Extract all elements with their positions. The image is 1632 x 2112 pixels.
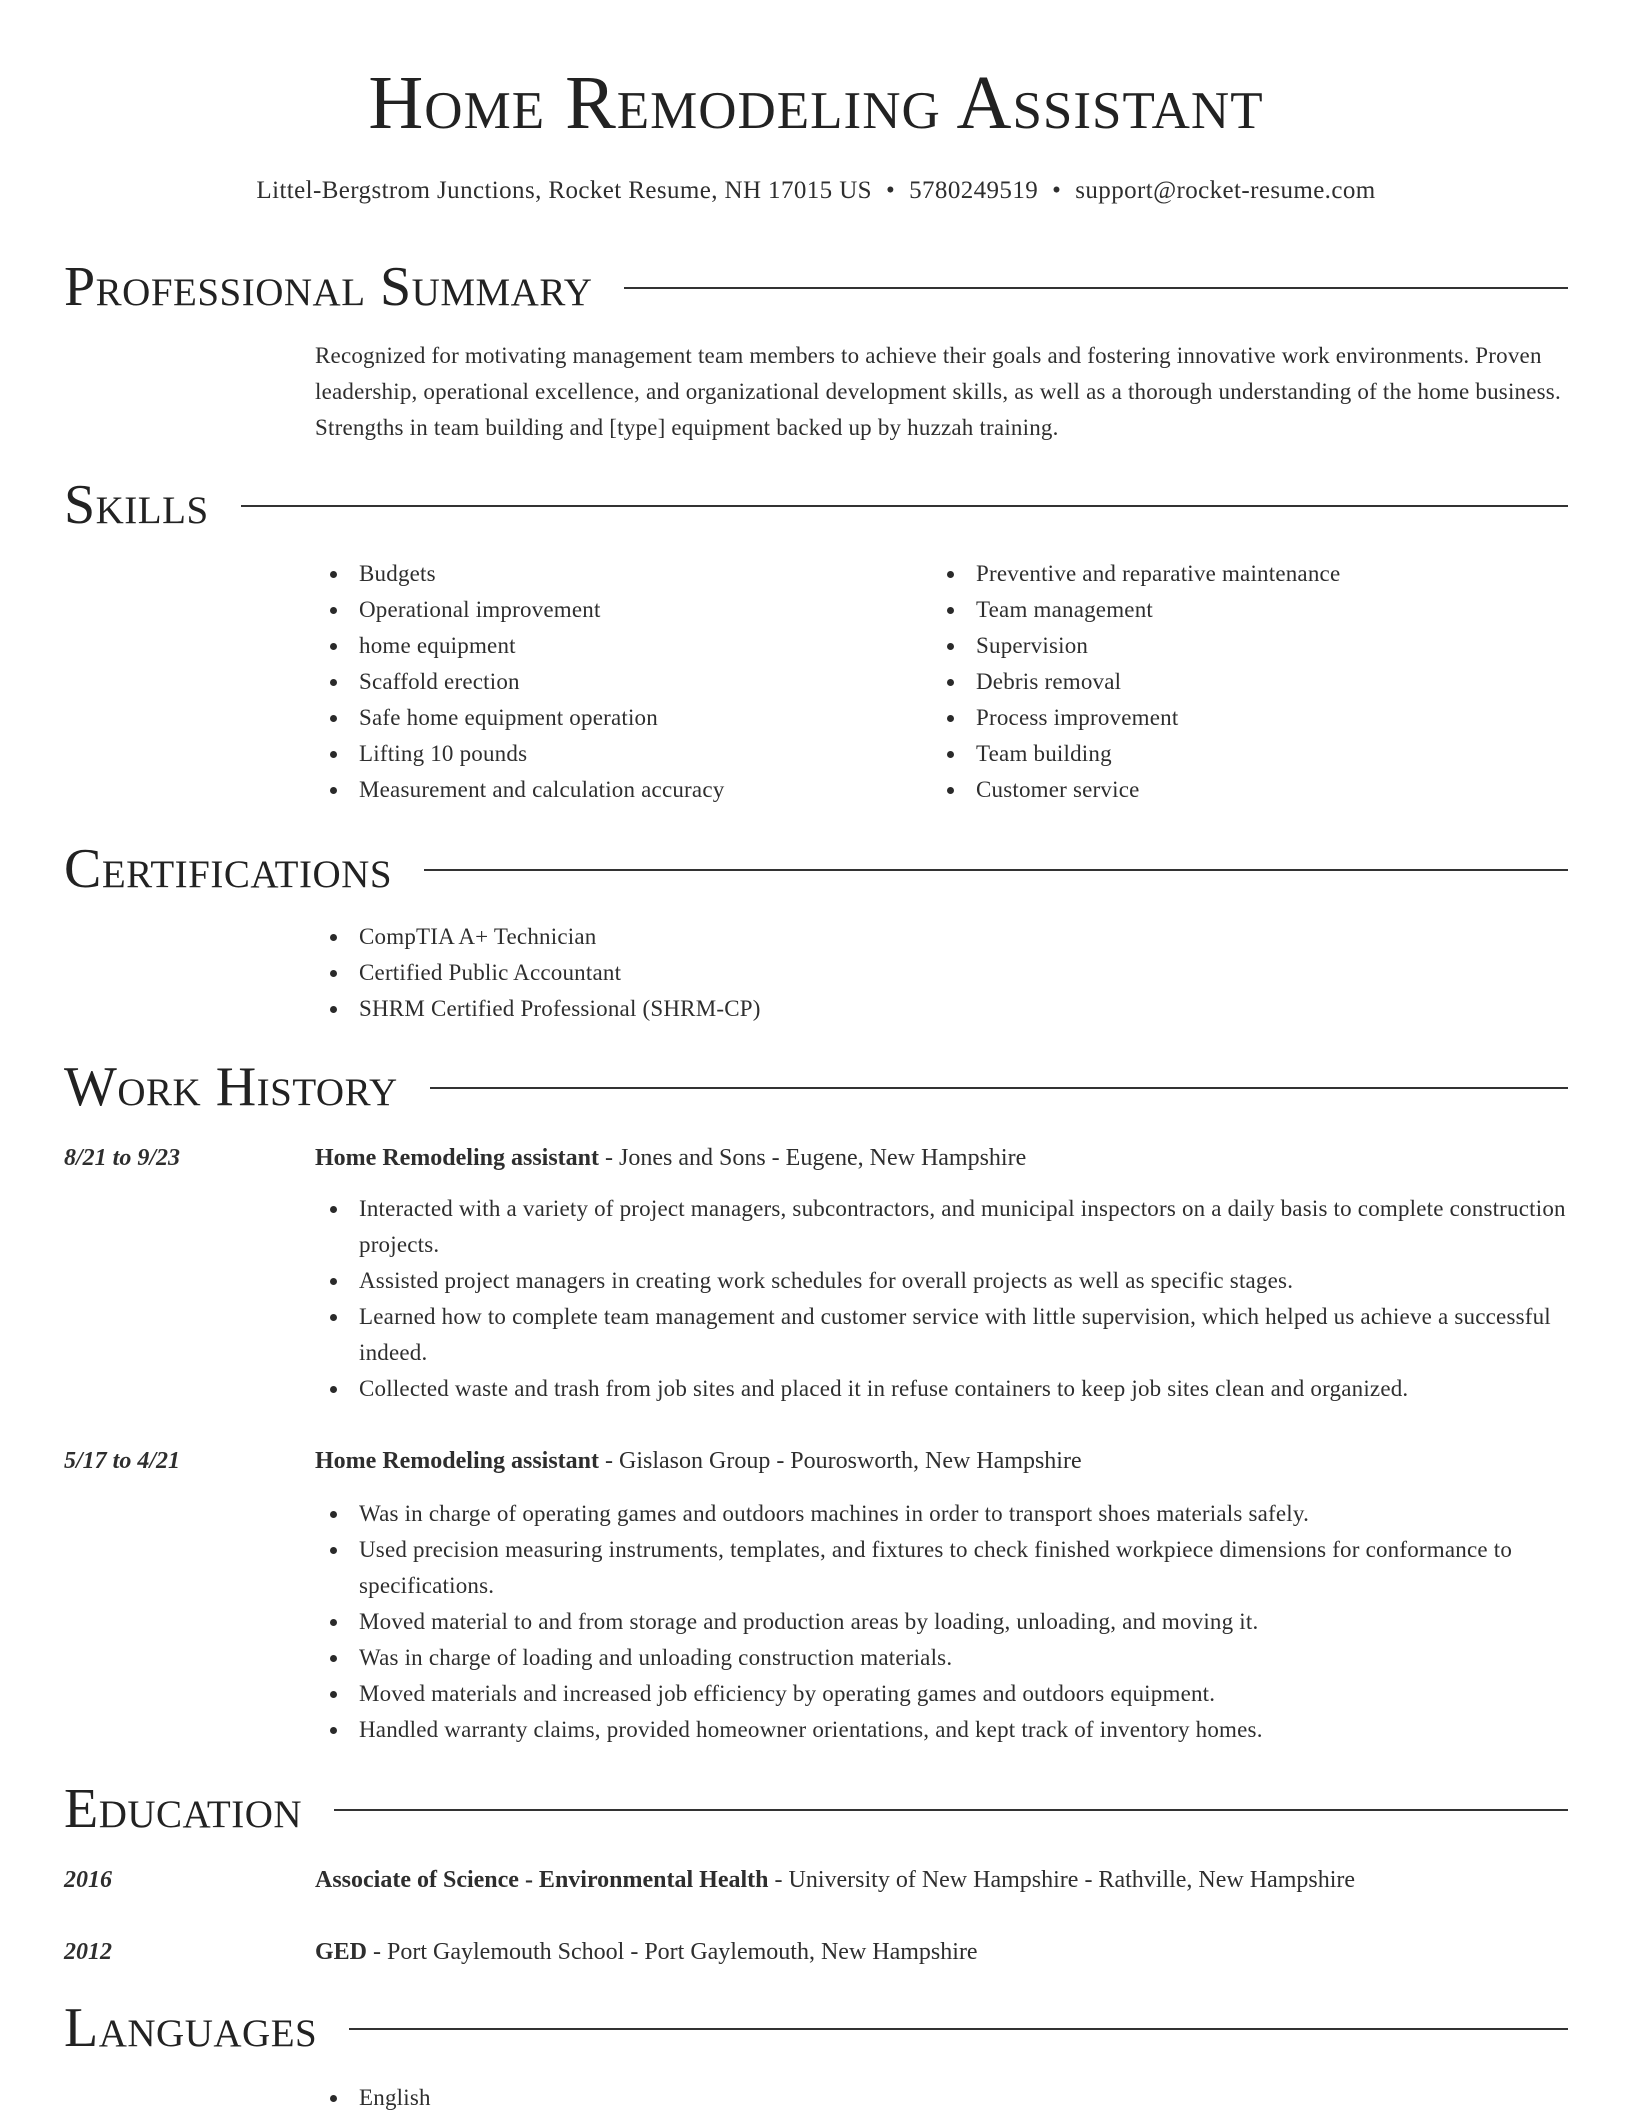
job-duty: Learned how to complete team management and customer service with little supervision, which helped us achieve a successful indeed. xyxy=(315,1299,1568,1371)
job-heading xyxy=(315,1443,1568,1479)
skill-item: Debris removal xyxy=(932,664,1568,700)
email: support@rocket-resume.com xyxy=(1075,177,1376,204)
skill-item: Budgets xyxy=(315,556,915,592)
job-duty: Handled warranty claims, provided homeowner orientations, and kept track of inventory homes. xyxy=(315,1712,1568,1748)
job-duty: Collected waste and trash from job sites and placed it in refuse containers to keep job sites clean and organized. xyxy=(315,1371,1568,1407)
section-title: Work History xyxy=(64,1056,398,1118)
address: Littel-Bergstrom Junctions, Rocket Resume, NH 17015 US xyxy=(256,177,872,204)
education-school-location: - University of New Hampshire - Rathville, New Hampshire xyxy=(768,1867,1356,1893)
section-divider xyxy=(241,505,1568,507)
education-degree: Associate of Science - Environmental Health xyxy=(315,1867,769,1893)
section-title: Languages xyxy=(64,1997,318,2059)
skills-list-left xyxy=(315,556,915,808)
job-duties-list xyxy=(315,1496,1568,1748)
skill-item: Customer service xyxy=(932,772,1568,808)
section-title: Education xyxy=(64,1778,303,1840)
education-year: 2016 xyxy=(64,1867,112,1893)
phone: 5780249519 xyxy=(909,177,1039,204)
job-duty: Was in charge of loading and unloading construction materials. xyxy=(315,1640,1568,1676)
skill-item: Preventive and reparative maintenance xyxy=(932,556,1568,592)
job-dates: 8/21 to 9/23 xyxy=(64,1145,181,1171)
certification-item: SHRM Certified Professional (SHRM-CP) xyxy=(315,991,1568,1027)
job-heading xyxy=(315,1140,1568,1176)
candidate-name: Home Remodeling Assistant xyxy=(368,61,1264,145)
job-duty: Was in charge of operating games and outdoors machines in order to transport shoes materials safely. xyxy=(315,1496,1568,1532)
section-divider xyxy=(430,1087,1568,1089)
skill-item: home equipment xyxy=(315,628,915,664)
skill-item: Process improvement xyxy=(932,700,1568,736)
certification-item: Certified Public Accountant xyxy=(315,955,1568,991)
skill-item: Team building xyxy=(932,736,1568,772)
certifications-list xyxy=(315,919,1568,1027)
job-duties-list xyxy=(315,1191,1568,1407)
education-year: 2012 xyxy=(64,1939,112,1965)
contact-line xyxy=(0,174,1632,208)
skill-item: Safe home equipment operation xyxy=(315,700,915,736)
job-role: Home Remodeling assistant xyxy=(315,1448,599,1474)
job-duty: Moved materials and increased job efficiency by operating games and outdoors equipment. xyxy=(315,1676,1568,1712)
education-degree: GED xyxy=(315,1939,368,1965)
section-title: Certifications xyxy=(64,838,393,900)
skills-list-right xyxy=(932,556,1568,808)
skill-item: Lifting 10 pounds xyxy=(315,736,915,772)
section-title: Skills xyxy=(64,474,209,536)
skill-item: Supervision xyxy=(932,628,1568,664)
education-heading xyxy=(315,1934,1568,1970)
job-duty: Moved material to and from storage and production areas by loading, unloading, and moving it. xyxy=(315,1604,1568,1640)
section-title: Professional Summary xyxy=(64,256,593,318)
section-divider xyxy=(334,1809,1568,1811)
job-dates: 5/17 to 4/21 xyxy=(64,1448,181,1474)
job-duty: Assisted project managers in creating work schedules for overall projects as well as specific stages. xyxy=(315,1263,1568,1299)
certification-item: CompTIA A+ Technician xyxy=(315,919,1568,955)
section-divider xyxy=(624,287,1568,289)
section-divider xyxy=(349,2028,1568,2030)
section-heading-summary xyxy=(64,254,1568,320)
skill-item: Scaffold erection xyxy=(315,664,915,700)
language-item: English xyxy=(315,2080,1568,2112)
skill-item: Measurement and calculation accuracy xyxy=(315,772,915,808)
job-employer-location: - Jones and Sons - Eugene, New Hampshire xyxy=(599,1145,1027,1171)
separator-dot: • xyxy=(885,177,896,204)
section-heading-languages xyxy=(64,1995,1568,2061)
languages-list xyxy=(315,2080,1568,2112)
education-heading xyxy=(315,1862,1568,1898)
section-heading-education xyxy=(64,1776,1568,1842)
skill-item: Operational improvement xyxy=(315,592,915,628)
section-heading-certifications xyxy=(64,836,1568,902)
job-role: Home Remodeling assistant xyxy=(315,1145,599,1171)
education-school-location: - Port Gaylemouth School - Port Gaylemouth, New Hampshire xyxy=(367,1939,978,1965)
section-divider xyxy=(424,869,1568,871)
skill-item: Team management xyxy=(932,592,1568,628)
section-heading-work-history xyxy=(64,1054,1568,1120)
section-heading-skills xyxy=(64,472,1568,538)
job-employer-location: - Gislason Group - Pourosworth, New Hampshire xyxy=(599,1448,1082,1474)
job-duty: Used precision measuring instruments, templates, and fixtures to check finished workpiece dimensions for conformance to specifications. xyxy=(315,1532,1568,1604)
job-duty: Interacted with a variety of project managers, subcontractors, and municipal inspectors on a daily basis to complete construction projects. xyxy=(315,1191,1568,1263)
summary-text: Recognized for motivating management team members to achieve their goals and fostering innovative work environments. Proven leadership, operational excellence, and organizational development skills, as well as a thorough understanding of the home business. Strengths in team building and [type] equipment backed up by huzzah training. xyxy=(315,343,1561,440)
separator-dot: • xyxy=(1052,177,1062,204)
